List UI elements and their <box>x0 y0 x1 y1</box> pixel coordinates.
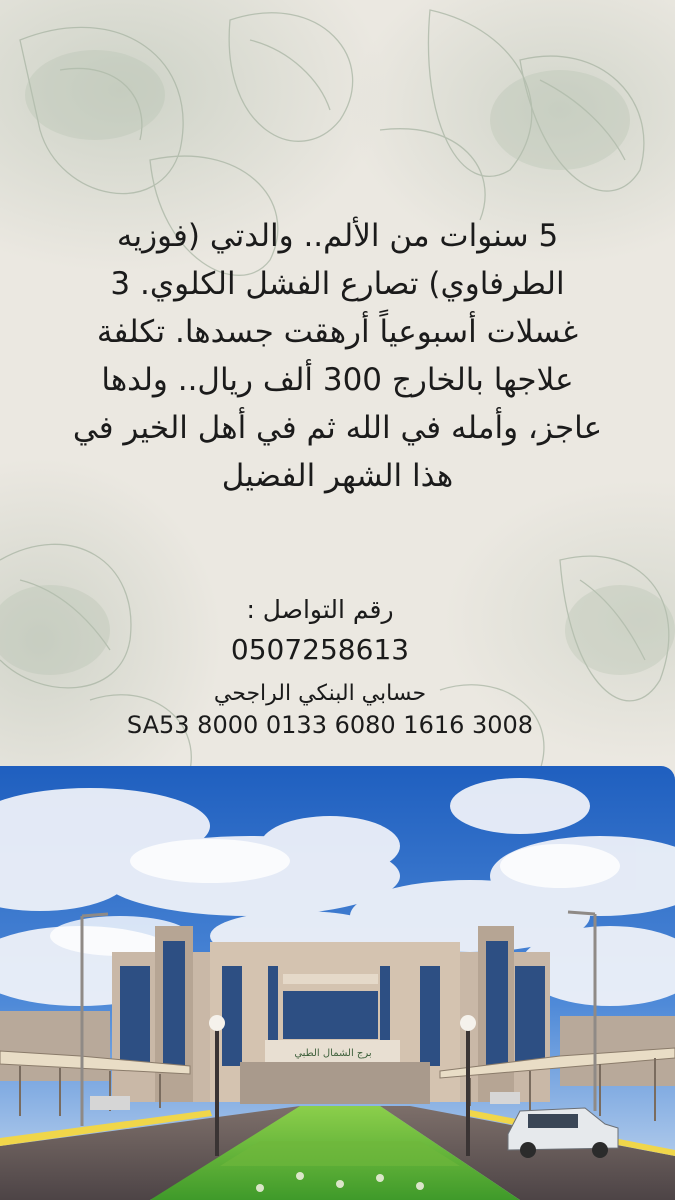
appeal-message: 5 سنوات من الألم.. والدتي (فوزيه الطرفاوي) تصارع الفشل الكلوي. 3 غسلات أسبوعياً أرهقت جسدها. تكلفة علاجها بالخارج 300 ألف ريال.. ولدها عاجز، وأمله في الله ثم في أهل الخير في هذا الشهر الفضيل <box>72 218 603 494</box>
building-sign: برج الشمال الطبي <box>294 1048 372 1059</box>
hospital-illustration <box>0 766 675 1200</box>
iban-number[interactable]: SA53 8000 0133 6080 1616 3008 <box>126 711 534 739</box>
contact-label: رقم التواصل : <box>246 595 394 624</box>
phone-number[interactable]: 0507258613 <box>230 633 410 666</box>
bank-account-label: حسابي البنكي الراجحي <box>213 681 427 706</box>
hospital-photo <box>0 766 675 1200</box>
